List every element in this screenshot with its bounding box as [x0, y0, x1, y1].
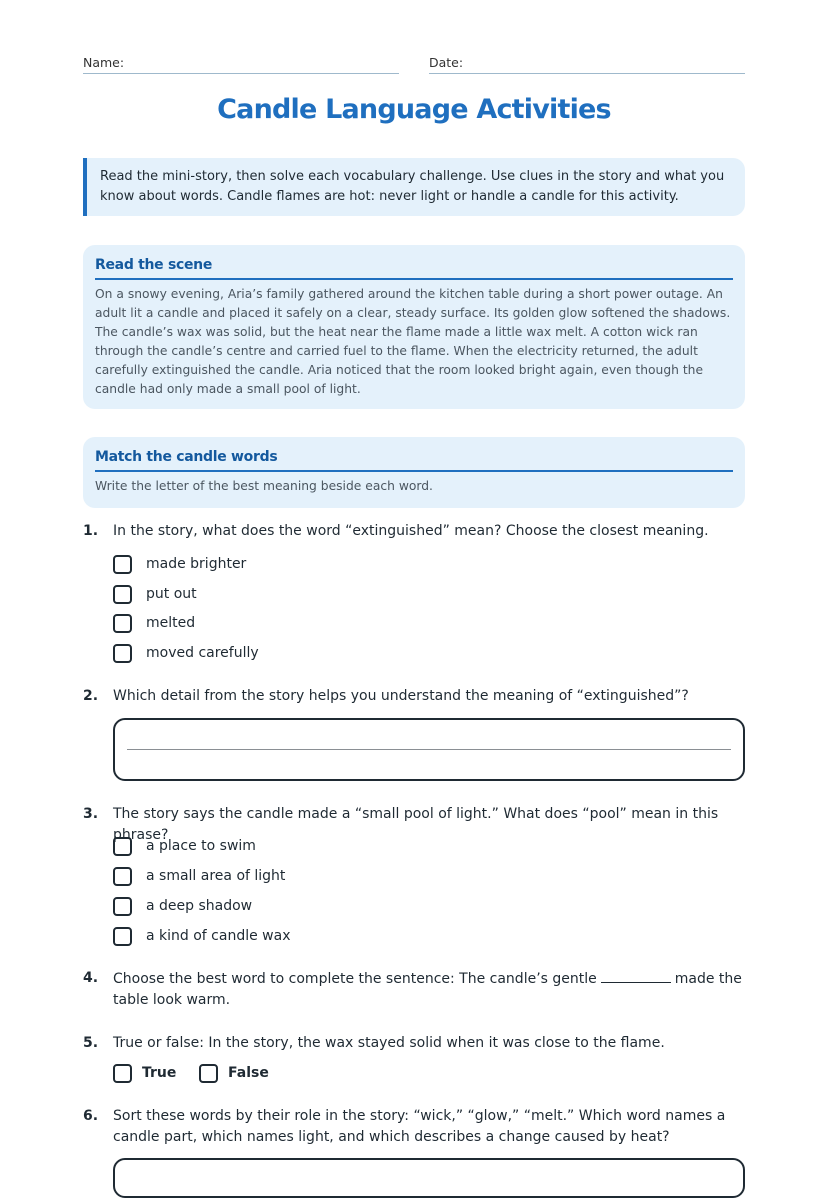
- option-label: a deep shadow: [146, 898, 253, 914]
- question-text: In the story, what does the word “extinguished” mean? Choose the closest meaning.: [113, 523, 709, 539]
- story-heading: Read the scene: [95, 245, 733, 280]
- q2-answer-box[interactable]: [113, 718, 745, 781]
- option-label: moved carefully: [146, 645, 259, 661]
- fill-in-blank[interactable]: [601, 968, 671, 983]
- checkbox[interactable]: [113, 867, 132, 886]
- checkbox[interactable]: [113, 837, 132, 856]
- question-number: 6.: [83, 1108, 99, 1124]
- question-text: True or false: In the story, the wax stayed solid when it was close to the flame.: [113, 1035, 665, 1051]
- story-text: On a snowy evening, Aria’s family gathered around the kitchen table during a short power outage. An adult lit a candle and placed it safely on a clear, steady surface. Its golden glow softened the shadows. The candle’s wax was solid, but the heat near the flame made a little wax melt. A cotton wick ran through the candle’s centre and carried fuel to the flame. When the electricity returned, the adult carefully extinguished the candle. Aria noticed that the room looked bright again, even though the candle had only made a small pool of light.: [95, 287, 731, 396]
- checkbox[interactable]: [113, 1064, 132, 1083]
- question-text: The story says the candle made a “small pool of light.” What does “pool” mean in this phrase?: [113, 806, 719, 843]
- question-number: 4.: [83, 970, 99, 986]
- option-label: True: [142, 1065, 177, 1081]
- checkbox[interactable]: [199, 1064, 218, 1083]
- checkbox[interactable]: [113, 585, 132, 604]
- option-label: a place to swim: [146, 838, 256, 854]
- option-label: melted: [146, 615, 196, 631]
- question-number: 3.: [83, 806, 99, 822]
- intro-callout: Read the mini-story, then solve each vocabulary challenge. Use clues in the story and what you know about words. Candle flames are hot: never light or handle a candle for this activity.: [83, 158, 745, 216]
- answer-line: [127, 749, 731, 750]
- match-panel: [83, 437, 745, 508]
- date-field[interactable]: [429, 52, 745, 74]
- checkbox[interactable]: [113, 644, 132, 663]
- checkbox[interactable]: [113, 897, 132, 916]
- question-number: 5.: [83, 1035, 99, 1051]
- question-text: [113, 968, 743, 1011]
- date-label: Date:: [429, 55, 464, 70]
- checkbox[interactable]: [113, 555, 132, 574]
- checkbox[interactable]: [113, 614, 132, 633]
- question-number: 1.: [83, 523, 99, 539]
- name-field[interactable]: [83, 52, 399, 74]
- name-label: Name:: [83, 55, 125, 70]
- story-panel: [83, 245, 745, 409]
- option-label: made brighter: [146, 556, 247, 572]
- checkbox[interactable]: [113, 927, 132, 946]
- page-title: Candle Language Activities: [217, 94, 611, 125]
- header-fields: [83, 52, 745, 74]
- option-label: put out: [146, 586, 197, 602]
- match-instruction: Write the letter of the best meaning beside each word.: [95, 479, 433, 493]
- question-text-start: Choose the best word to complete the sentence: The candle’s gentle: [113, 971, 597, 987]
- question-number: 2.: [83, 688, 99, 704]
- option-label: a kind of candle wax: [146, 928, 291, 944]
- question-text-end: made the table look warm.: [113, 971, 742, 1008]
- question-text: Which detail from the story helps you understand the meaning of “extinguished”?: [113, 688, 689, 704]
- option-label: a small area of light: [146, 868, 286, 884]
- q6-answer-box[interactable]: [113, 1158, 745, 1198]
- q5-options: [113, 1063, 413, 1087]
- option-label: False: [228, 1065, 269, 1081]
- question-text: Sort these words by their role in the story: “wick,” “glow,” “melt.” Which word names a candle part, which names light, and which describes a change caused by heat?: [113, 1108, 726, 1145]
- match-heading: Match the candle words: [95, 437, 733, 472]
